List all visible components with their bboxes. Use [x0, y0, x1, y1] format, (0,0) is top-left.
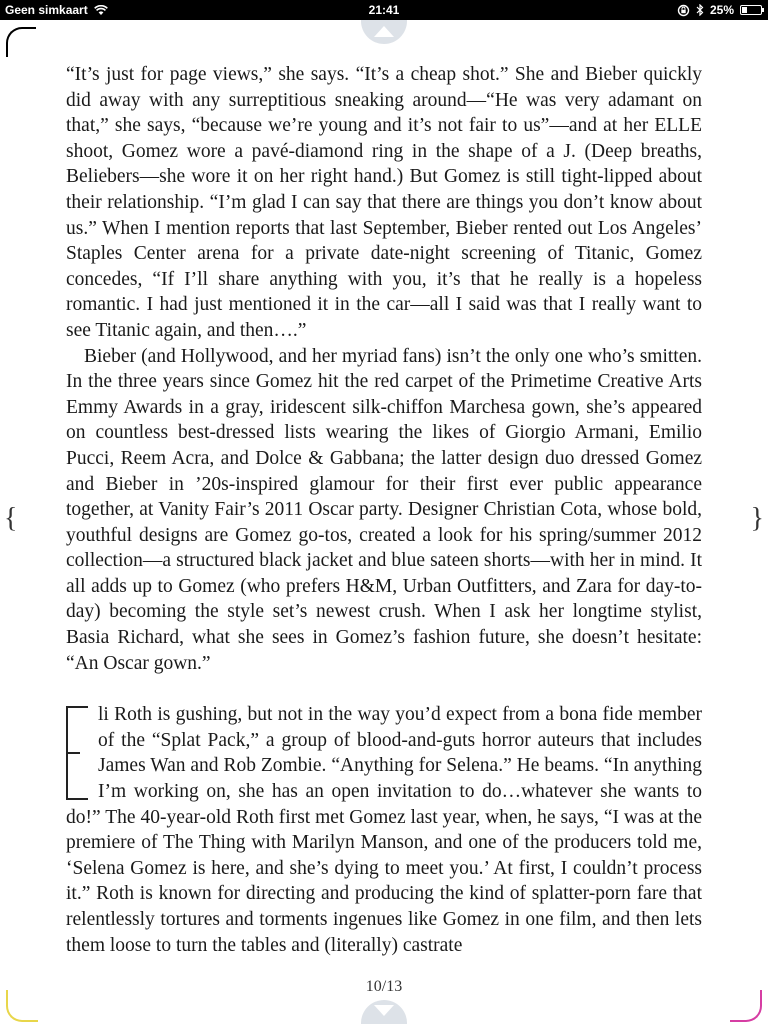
- status-bar: [0, 0, 768, 20]
- battery-icon: [740, 5, 762, 15]
- page-indicator: 10/13: [365, 978, 403, 995]
- bottom-left-corner-mark: [6, 990, 38, 1022]
- paragraph-1: “It’s just for page views,” she says. “It’s a cheap shot.” She and Bieber quickly did away with any surreptitious sneaking around—“He was very adamant on that,” she says, “because we’re young and it’s not fair to us”—and at her ELLE shoot, Gomez wore a pavé-diamond ring in the shape of a J. (Deep breaths, Beliebers—she wore it on her right hand.) But Gomez is still tight-lipped about their relationship. “I’m glad I can say that there are things you don’t know about us.” When I mention reports that last September, Bieber rented out Los Angeles’ Staples Center arena for a private date-night screening of Titanic, Gomez concedes, “If I’ll share anything with you, it’s that he really is a hopeless romantic. I had just mentioned it in the car—all I said was that I really want to see Titanic again, and then….”: [66, 64, 702, 341]
- battery-percent: 25%: [709, 3, 734, 17]
- chevron-up-icon: [374, 25, 394, 37]
- pull-down-tab[interactable]: [361, 20, 407, 44]
- next-page-brace[interactable]: }: [750, 503, 764, 534]
- article-body: [66, 62, 702, 958]
- chevron-down-icon: [374, 1005, 394, 1017]
- bottom-right-corner-mark: [730, 990, 762, 1022]
- bluetooth-icon: [696, 4, 704, 16]
- drop-cap-e: [66, 706, 88, 800]
- paragraph-2: Bieber (and Hollywood, and her myriad fans) isn’t the only one who’s smitten. In the three years since Gomez hit the red carpet of the Primetime Creative Arts Emmy Awards in a gray, iridescent silk-chiffon Marchesa gown, she’s appeared on countless best-dressed lists wearing the likes of Giorgio Armani, Emilio Pucci, Reem Acra, and Dolce & Gabbana; the latter design duo dressed Gomez and Bieber in ’20s-inspired glamour for their first ever public appearance together, at Vanity Fair’s 2011 Oscar party. Designer Christian Cota, whose bold, youthful designs are Gomez go-tos, created a look for his spring/summer 2012 collection—a structured black jacket and blue sateen shorts—with her in mind. It all adds up to Gomez (who prefers H&M, Urban Outfitters, and Zara for day-to-day) becoming the style set’s newest crush. When I ask her longtime stylist, Basia Richard, what she sees in Gomez’s fashion future, she doesn’t hesitate: “An Oscar gown.”: [66, 345, 702, 674]
- carrier-label: Geen simkaart: [5, 3, 88, 17]
- prev-page-brace[interactable]: {: [4, 503, 18, 534]
- lock-rotation-icon: [677, 4, 690, 17]
- top-left-corner-mark: [6, 27, 36, 57]
- pull-up-tab[interactable]: [361, 1000, 407, 1024]
- paragraph-3: li Roth is gushing, but not in the way you’d expect from a bona fide member of the “Splat Pack,” a group of blood-and-guts horror auteurs that includes James Wan and Rob Zombie. “Anything for Selena.” He beams. “In anything I’m working on, she has an open invitation to do…whatever she wants to do!” The 40-year-old Roth first met Gomez last year, when, he says, “I was at the premiere of The Thing with Marilyn Manson, and one of the producers told me, ‘Selena Gomez is here, and she’s dying to meet you.’ At first, I couldn’t process it.” Roth is known for directing and producing the kind of splatter-porn fare that relentlessly tortures and torments ingenues like Gomez in one film, and then lets them loose to turn the tables and (literally) castrate: [66, 704, 702, 956]
- clock: 21:41: [368, 3, 400, 17]
